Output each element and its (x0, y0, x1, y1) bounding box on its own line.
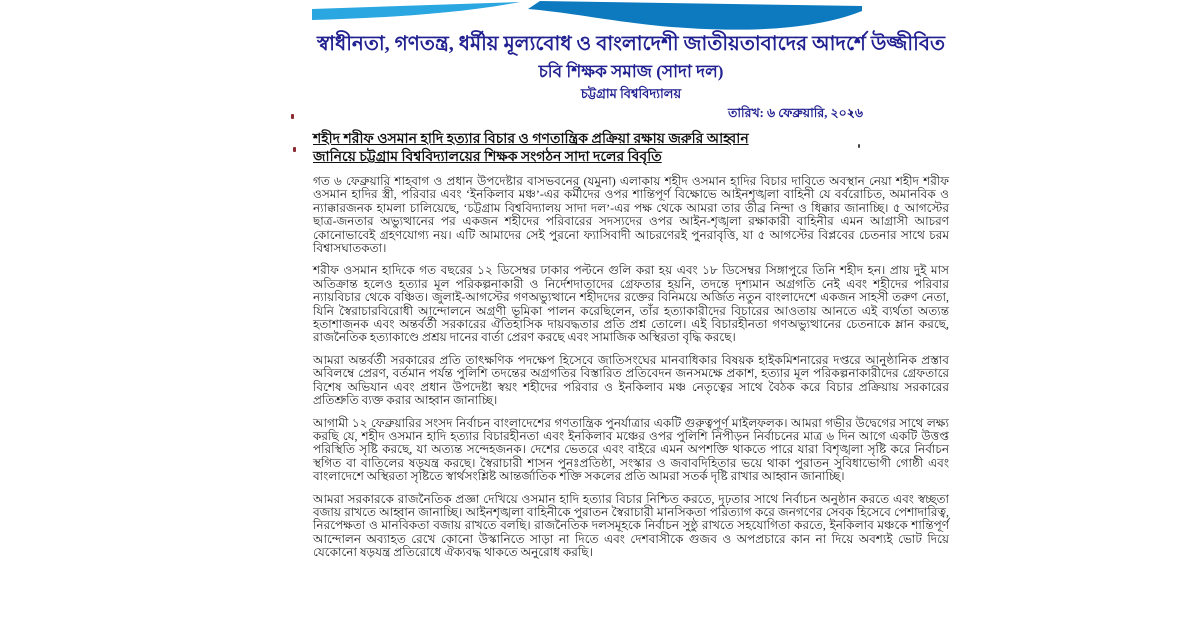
body-paragraph: শরীফ ওসমান হাদিকে গত বছরের ১২ ডিসেম্বর ঢাকার পল্টনে গুলি করা হয় এবং ১৮ ডিসেম্বর সিঙ্গাপুরে তিনি শহীদ হন। প্রায় দুই মাস অতিক্রান্ত হলেও হত্যার মূল পরিকল্পনাকারী ও নির্দেশদাতাদের গ্রেফতার হয়নি, তদন্তে দৃশ্যমান অগ্রগতি নেই এবং শহীদের পরিবার ন্যায়বিচার থেকে বঞ্চিত। জুলাই-আগস্টের গণঅভ্যুত্থানে শহীদদের রক্তের বিনিময়ে অর্জিত নতুন বাংলাদেশে একজন সাহসী তরুণ নেতা, যিনি স্বৈরাচারবিরোধী আন্দোলনে অগ্রণী ভূমিকা পালন করেছিলেন, তাঁর হত্যাকারীদের বিচারের আওতায় আনতে এই ব্যর্থতা অত্যন্ত হতাশাজনক এবং অন্তর্বর্তী সরকারের ঐতিহাসিক দায়বদ্ধতার প্রতি প্রশ্ন তোলে। এই বিচারহীনতা গণঅভ্যুত্থানের চেতনাকে ম্লান করছে, রাজনৈতিক হত্যাকাণ্ডে প্রশ্রয় দানের বার্তা প্রেরণ করছে এবং সামাজিক অস্থিরতা বৃদ্ধি করছে। (313, 263, 949, 345)
headline-line-2: জানিয়ে চট্টগ্রাম বিশ্ববিদ্যালয়ের শিক্ষক সংগঠন সাদা দলের বিবৃতি (313, 150, 662, 165)
statement-headline (313, 131, 949, 167)
body-paragraph: আমরা সরকারকে রাজনৈতিক প্রজ্ঞা দেখিয়ে ওসমান হাদি হত্যার বিচার নিশ্চিত করতে, দৃঢ়তার সাথে নির্বাচন অনুষ্ঠান করতে এবং স্বচ্ছতা বজায় রাখতে আহ্বান জানাচ্ছি। আইনশৃঙ্খলা বাহিনীকে পুরাতন স্বৈরাচারী মানসিকতা পরিত্যাগ করে জনগণের সেবক হিসেবে পেশাদারিত্ব, নিরপেক্ষতা ও মানবিকতা বজায় রাখতে বলছি। রাজনৈতিক দলসমূহকে নির্বাচন সুষ্ঠু রাখতে সহযোগিতা করতে, ইনকিলাব মঞ্চকে শান্তিপূর্ণ আন্দোলন অব্যাহত রেখে কোনো উস্কানিতে সাড়া না দিতে এবং দেশবাসীকে গুজব ও অপপ্রচারে কান না দিয়ে অবশ্যই ভোট দিয়ে যেকোনো ষড়যন্ত্র প্রতিরোধে ঐক্যবদ্ধ থাকতে অনুরোধ করছি। (313, 491, 949, 560)
swoosh-light-ribbon-icon (312, 2, 520, 20)
statement-body (313, 175, 949, 560)
swoosh-dark-wave-icon (528, 1, 862, 30)
university-name: চট্টগ্রাম বিশ্ববিদ্যালয় (580, 86, 682, 101)
scan-speck (293, 147, 296, 152)
body-paragraph: আমরা অন্তর্বর্তী সরকারের প্রতি তাৎক্ষণিক পদক্ষেপ হিসেবে জাতিসংঘের মানবাধিকার বিষয়ক হাইকমিশনারের দপ্তরে আনুষ্ঠানিক প্রস্তাব অবিলম্বে প্রেরণ, বর্তমান পর্যন্ত পুলিশি তদন্তের অগ্রগতির বিস্তারিত প্রতিবেদন জনসমক্ষে প্রকাশ, হত্যার মূল পরিকল্পনাকারীদের গ্রেফতারে বিশেষ অভিযান এবং প্রধান উপদেষ্টা স্বয়ং শহীদের পরিবার ও ইনকিলাব মঞ্চ নেতৃত্বের সাথে বৈঠক করে বিচার প্রক্রিয়ায় সরকারের প্রতিশ্রুতি ব্যক্ত করার আহ্বান জানাচ্ছি। (313, 352, 949, 408)
org-motto: স্বাধীনতা, গণতন্ত্র, ধর্মীয় মূল্যবোধ ও বাংলাদেশী জাতীয়তাবাদের আদর্শে উজ্জীবিত (317, 33, 945, 55)
letterhead-document (313, 32, 949, 569)
org-name: চবি শিক্ষক সমাজ (সাদা দল) (538, 62, 724, 81)
date-line: তারিখ: ৬ ফেব্রুয়ারি, ২০২৬ (728, 106, 863, 120)
body-paragraph: আগামী ১২ ফেব্রুয়ারির সংসদ নির্বাচন বাংলাদেশের গণতান্ত্রিক পুনর্যাত্রার একটি গুরুত্বপূর্ণ মাইলফলক। আমরা গভীর উদ্বেগের সাথে লক্ষ্য করছি যে, শহীদ ওসমান হাদি হত্যার বিচারহীনতা এবং ইনকিলাব মঞ্চের ওপর পুলিশি নিপীড়ন নির্বাচনের মাত্র ৬ দিন আগে একটি উত্তপ্ত পরিস্থিতি সৃষ্টি করছে, যা অত্যন্ত সন্দেহজনক। দেশের ভেতরে এবং বাইরে এমন অপশক্তি থাকতে পারে যারা বিশৃঙ্খলা সৃষ্টি করে নির্বাচন স্থগিত বা বাতিলের ষড়যন্ত্র করছে। স্বৈরাচারী শাসন পুনঃপ্রতিষ্ঠা, সংস্কার ও জবাবদিহিতার ভয়ে থাকা পুরাতন সুবিধাভোগী গোষ্ঠী এবং বাংলাদেশে অস্থিরতা সৃষ্টিতে স্বার্থসংশ্লিষ্ট আন্তর্জাতিক শক্তি সকলের প্রতি আমরা সতর্ক দৃষ্টি রাখার আহ্বান জানাচ্ছি। (313, 415, 949, 484)
headline-line-1: শহীদ শরীফ ওসমান হাদি হত্যার বিচার ও গণতান্ত্রিক প্রক্রিয়া রক্ষায় জরুরি আহ্বান (313, 132, 749, 147)
body-paragraph: গত ৬ ফেব্রুয়ারি শাহবাগ ও প্রধান উপদেষ্টার বাসভবনের (যমুনা) এলাকায় শহীদ ওসমান হাদির বিচার দাবিতে অবস্থান নেয়া শহীদ শরীফ ওসমান হাদির স্ত্রী, পরিবার এবং ‘ইনকিলাব মঞ্চ’-এর কর্মীদের ওপর শান্তিপূর্ণ বিক্ষোভে আইনশৃঙ্খলা বাহিনী যে বর্বরোচিত, অমানবিক ও ন্যাক্কারজনক হামলা চালিয়েছে, ‘চট্টগ্রাম বিশ্ববিদ্যালয় সাদা দল’-এর পক্ষ থেকে আমরা তার তীব্র নিন্দা ও ধিক্কার জানাচ্ছি। ৫ আগস্টের ছাত্র-জনতার অভ্যুত্থানের পর একজন শহীদের পরিবারের সদস্যদের ওপর আইন-শৃঙ্খলা রক্ষাকারী বাহিনীর এমন আগ্রাসী আচরণ কোনোভাবেই গ্রহণযোগ্য নয়। এটি আমাদের সেই পুরনো ফ্যাসিবাদী আচরণেরই পুনরাবৃত্তি, যা ৫ আগস্টের বিপ্লবের চেতনার সাথে চরম বিশ্বাসঘাতকতা। (313, 174, 949, 256)
scan-speck (291, 114, 294, 119)
